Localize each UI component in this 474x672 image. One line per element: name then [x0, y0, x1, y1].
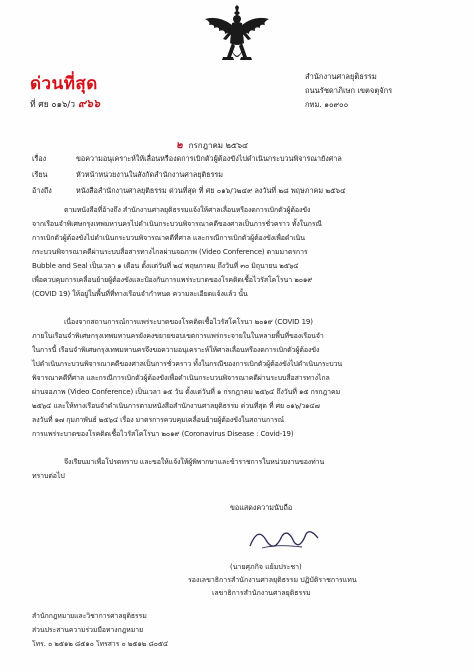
date-day-handwritten: ๒ — [176, 140, 183, 151]
body-para3-line: จึงเรียนมาเพื่อโปรดทราบ และขอให้แจ้งให้ผู้พิพากษาและข้าราชการในหน่วยงานของท่าน — [64, 458, 325, 466]
footer-office: สำนักกฎหมายและวิชาการศาลยุติธรรม — [32, 612, 147, 620]
document-number-handwritten: ๙๖๖ — [78, 97, 101, 110]
document-number-prefix: ที่ ศย ๐๑๖/ว — [30, 100, 75, 110]
signatory-title: รองเลขาธิการสำนักงานศาลยุติธรรม ปฏิบัติราชการแทน — [188, 576, 357, 584]
urgency-stamp: ด่วนที่สุด — [30, 74, 98, 94]
document-date — [176, 138, 248, 153]
body-para2-line: พิจารณาคดีที่ศาล และกรณีการเบิกตัวผู้ต้องขังเพื่อดำเนินกระบวนพิจารณาคดีผ่านระบบสื่อสารทางไกล — [32, 374, 330, 382]
document-number — [30, 94, 100, 112]
signatory-position: เลขาธิการสำนักงานศาลยุติธรรม — [212, 589, 311, 597]
signature-scribble — [244, 520, 324, 556]
body-para2-line: การแพร่ระบาดของโรคติดเชื้อไวรัสโคโรนา ๒๐๑๙ (Coronavirus Disease : Covid-19) — [32, 430, 294, 438]
signatory-name: (นายศุภกิจ แย้มประชา) — [230, 563, 302, 571]
issuer-city: กทม. ๑๐๙๐๐ — [305, 100, 349, 109]
recipient-text: หัวหน้าหน่วยงานในสังกัดสำนักงานศาลยุติธรรม — [76, 170, 224, 179]
reference-label: อ้างถึง — [32, 186, 52, 195]
body-para1-line: เพื่อควบคุมการเคลื่อนย้ายผู้ต้องขังและป้องกันการแพร่ระบาดของโรคติดเชื้อไวรัสโคโรนา ๒๐๑๙ — [32, 276, 313, 284]
reference-text: หนังสือสำนักงานศาลยุติธรรม ด่วนที่สุด ที่ ศย ๐๑๖/ว๒๔๙ ลงวันที่ ๒๘ พฤษภาคม ๒๕๖๔ — [76, 186, 346, 195]
body-para1-line: กระบวนพิจารณาคดีผ่านระบบสื่อสารทางไกลผ่านจอภาพ (Video Conference) ตามมาตรการ — [32, 248, 308, 256]
body-para1-line: การเบิกตัวผู้ต้องขังไปดำเนินกระบวนพิจารณาคดีที่ศาล และกรณีการเบิกตัวผู้ต้องขังเพื่อดำเนิน — [32, 234, 305, 242]
body-para3-line: ทราบต่อไป — [32, 472, 65, 480]
garuda-emblem-icon — [201, 5, 273, 69]
date-month-year: กรกฎาคม ๒๕๖๔ — [188, 141, 249, 150]
footer-phone: โทร. ๐ ๒๕๑๒ ๘๕๑๐ โทรสาร ๐ ๒๕๑๒ ๘๐๕๔ — [32, 640, 169, 648]
issuer-office: สำนักงานศาลยุติธรรม — [305, 72, 377, 81]
body-para2-line: ลงวันที่ ๑๗ กุมภาพันธ์ ๒๕๖๔ เรื่อง มาตรการควบคุมเคลื่อนย้ายผู้ต้องขังในสถานการณ์ — [32, 416, 285, 424]
body-para2-line: เนื่องจากสถานการณ์การแพร่ระบาดของโรคติดเชื้อไวรัสโคโรนา ๒๐๑๙ (COVID 19) — [64, 318, 313, 326]
body-para2-line: ไปดำเนินกระบวนพิจารณาคดีของศาลเป็นการชั่วคราว ทั้งในกรณีของการเบิกตัวผู้ต้องขังไปดำเนินกระบวน — [32, 360, 343, 368]
issuer-street: ถนนรัชดาภิเษก เขตจตุจักร — [305, 86, 393, 95]
body-para2-line: ภายในเรือนจำพิเศษกรุงเทพมหานครยังคงขยายขอบเขตการแพร่กระจายในในหลายพื้นที่ของเรือนจำ — [32, 332, 324, 340]
body-para2-line: ๒๕๖๔ และให้ทางเรือนจำดำเนินการตามหนังสือสำนักงานศาลยุติธรรม ด่วนที่สุด ที่ ศย ๐๑๖/ว๑๔๗ — [32, 402, 320, 410]
closing-salutation: ขอแสดงความนับถือ — [230, 503, 293, 512]
body-para1-line: (COVID 19) ให้อยู่ในพื้นที่ที่ทางเรือนจำกำหนด ความละเอียดแจ้งแล้ว นั้น — [32, 290, 248, 298]
body-para2-line: ผ่านจอภาพ (Video Conference) เป็นเวลา ๑๕ วัน ตั้งแต่วันที่ ๑ กรกฎาคม ๒๕๖๔ ถึงวันที่ ๑๕ กรกฎาคม — [32, 388, 341, 396]
body-para1-line: ตามหนังสือที่อ้างถึง สำนักงานศาลยุติธรรมแจ้งให้ศาลเลื่อนหรืองดการเบิกตัวผู้ต้องขัง — [64, 206, 311, 214]
subject-label: เรื่อง — [32, 154, 47, 163]
body-para2-line: ในการนี้ เรือนจำพิเศษกรุงเทพมหานครจึงขอความอนุเคราะห์ให้ศาลเลื่อนหรืองดการเบิกตัวผู้ต้องขัง — [32, 346, 320, 354]
footer-division: ส่วนประสานความร่วมมือทางกฎหมาย — [32, 626, 144, 634]
recipient-label: เรียน — [32, 170, 48, 179]
body-para1-line: จากเรือนจำพิเศษกรุงเทพมหานครไปดำเนินกระบวนพิจารณาคดีของศาลเป็นการชั่วคราว ทั้งในกรณี — [32, 220, 322, 228]
body-para1-line: Bubble and Seal เป็นเวลา ๑ เดือน ตั้งแต่วันที่ ๒๔ พฤษภาคม ถึงวันที่ ๓๐ มิถุนายน ๒๕๖๔ — [32, 262, 299, 270]
subject-text: ขอความอนุเคราะห์ให้เลื่อนหรืองดการเบิกตัวผู้ต้องขังไปดำเนินกระบวนพิจารณายังศาล — [76, 154, 342, 163]
